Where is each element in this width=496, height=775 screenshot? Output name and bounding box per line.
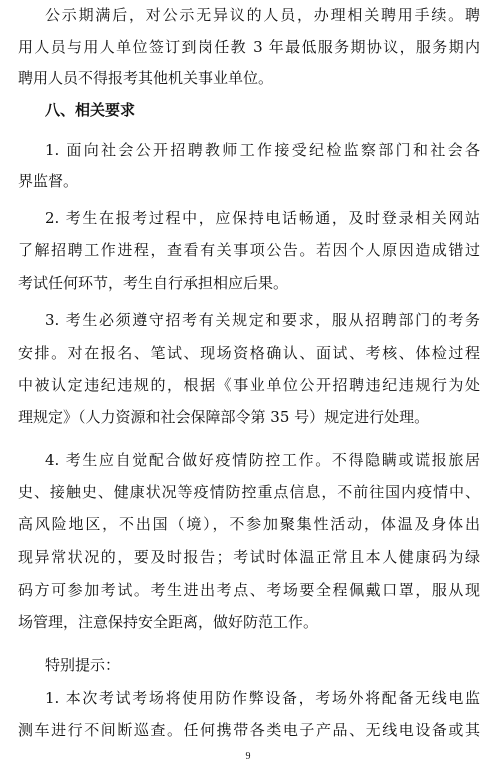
- page-number: 9: [245, 751, 251, 762]
- paragraph-line: 用人员与用人单位签订到岗任教 3 年最低服务期协议，服务期内: [18, 38, 480, 56]
- special-notice-label: 特别提示：: [45, 656, 121, 674]
- paragraph-line: 测车进行不间断巡查。任何携带各类电子产品、无线电设备或其: [18, 721, 480, 739]
- paragraph-line: 2. 考生在报考过程中，应保持电话畅通，及时登录相关网站: [45, 209, 480, 227]
- section-heading: 八、相关要求: [45, 101, 136, 119]
- paragraph-line: 4. 考生应自觉配合做好疫情防控工作。不得隐瞒或谎报旅居: [45, 451, 480, 469]
- paragraph-line: 3. 考生必须遵守招考有关规定和要求，服从招聘部门的考务: [45, 311, 480, 329]
- paragraph-line: 界监督。: [18, 172, 79, 190]
- paragraph-line: 了解招聘工作进程，查看有关事项公告。若因个人原因造成错过: [18, 241, 480, 259]
- paragraph-line: 安排。对在报名、笔试、现场资格确认、面试、考核、体检过程: [18, 344, 480, 362]
- paragraph-line: 现异常状况的，要及时报告；考试时体温正常且本人健康码为绿: [18, 548, 480, 566]
- paragraph-line: 史、接触史、健康状况等疫情防控重点信息，不前往国内疫情中、: [18, 483, 480, 501]
- paragraph-line: 码方可参加考试。考生进出考点、考场要全程佩戴口罩，服从现: [18, 581, 480, 599]
- paragraph-line: 1. 本次考试考场将使用防作弊设备，考场外将配备无线电监: [45, 689, 480, 707]
- paragraph-line: 考试任何环节，考生自行承担相应后果。: [18, 274, 289, 292]
- paragraph-line: 中被认定违纪违规的，根据《事业单位公开招聘违纪违规行为处: [18, 376, 480, 394]
- paragraph-line: 场管理，注意保持安全距离，做好防范工作。: [18, 613, 319, 631]
- paragraph-line: 高风险地区，不出国（境），不参加聚集性活动，体温及身体出: [18, 515, 480, 533]
- paragraph-line: 公示期满后，对公示无异议的人员，办理相关聘用手续。聘: [45, 6, 480, 24]
- paragraph-line: 聘用人员不得报考其他机关事业单位。: [18, 69, 274, 87]
- paragraph-line: 1. 面向社会公开招聘教师工作接受纪检监察部门和社会各: [45, 141, 480, 159]
- paragraph-line: 理规定》（人力资源和社会保障部令第 35 号）规定进行处理。: [18, 408, 430, 426]
